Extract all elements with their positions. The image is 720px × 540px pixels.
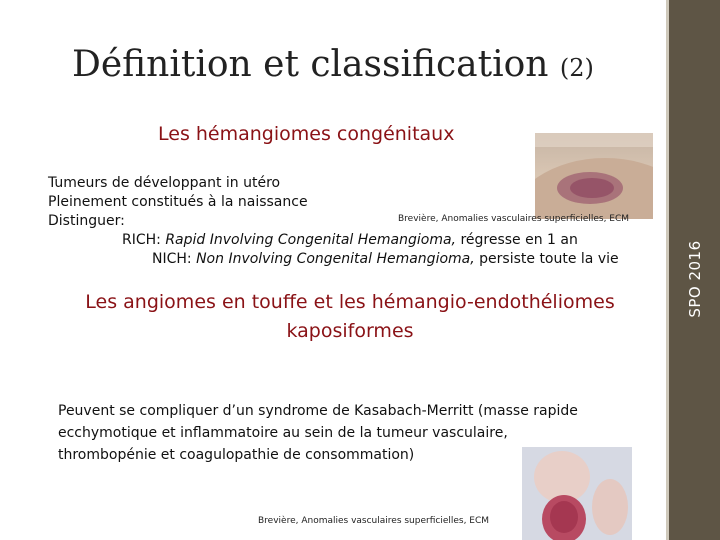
rich-label: RICH: — [122, 232, 166, 248]
section2-line-3: thrombopénie et coagulopathie de consommation) — [58, 447, 415, 463]
section2-line-1: Peuvent se compliquer d’un syndrome de Kasabach-Merritt (masse rapide — [58, 403, 578, 419]
section1-caption: Brevière, Anomalies vasculaires superficielles, ECM — [398, 214, 630, 224]
section1-heading: Les hémangiomes congénitaux — [158, 123, 455, 145]
rich-italic: Rapid Involving Congenital Hemangioma, — [165, 232, 456, 248]
section1-line-3: Distinguer: — [48, 213, 125, 229]
section2-caption: Brevière, Anomalies vasculaires superficielles, ECM — [258, 516, 490, 526]
nich-italic: Non Involving Congenital Hemangioma, — [196, 251, 475, 267]
nich-label: NICH: — [152, 251, 197, 267]
section2-line-2: ecchymotique et inflammatoire au sein de la tumeur vasculaire, — [58, 425, 508, 441]
side-label: SPO 2016 — [686, 240, 704, 318]
rich-line — [48, 231, 619, 250]
page-title — [72, 44, 594, 85]
section1-line-1: Tumeurs de développant in utéro — [48, 175, 281, 191]
page-title-main: Définition et classification — [72, 44, 549, 85]
section2-heading: Les angiomes en touffe et les hémangio-endothéliomes kaposiformes — [85, 291, 615, 342]
section1-line-2: Pleinement constitués à la naissance — [48, 194, 308, 210]
page-title-number: (2) — [559, 54, 594, 82]
section2-paragraph — [58, 400, 578, 466]
kaposiform-photo — [522, 447, 632, 540]
nich-rest: persiste toute la vie — [474, 251, 619, 267]
nich-line — [48, 250, 619, 269]
kaposiform-image — [522, 447, 632, 540]
rich-rest: régresse en 1 an — [456, 232, 578, 248]
